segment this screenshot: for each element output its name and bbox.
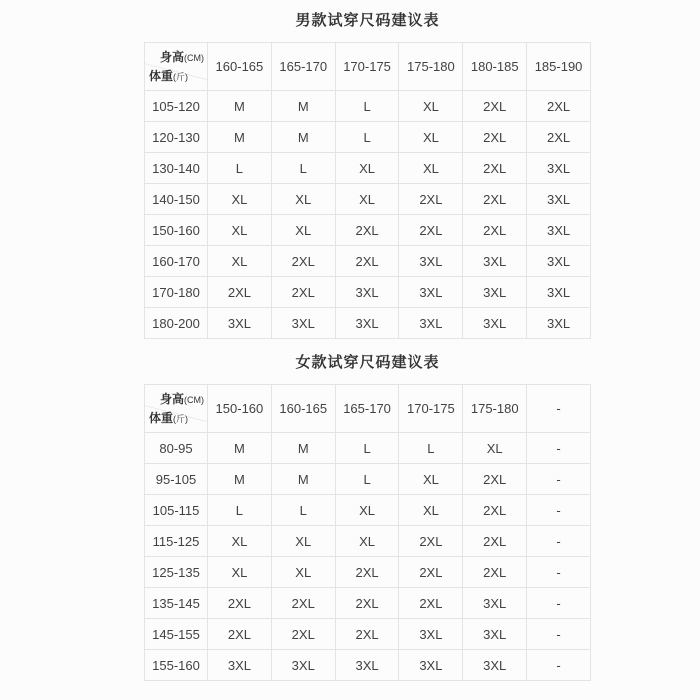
size-cell: 3XL — [271, 650, 335, 681]
size-cell: 3XL — [399, 277, 463, 308]
size-cell: M — [208, 91, 272, 122]
size-cell: 2XL — [463, 91, 527, 122]
size-cell: XL — [271, 184, 335, 215]
height-label-text: 身高 — [159, 392, 184, 406]
size-cell: XL — [399, 122, 463, 153]
size-cell: 2XL — [208, 588, 272, 619]
weight-label-text: 体重 — [149, 69, 174, 83]
size-cell: 2XL — [271, 619, 335, 650]
size-cell: 3XL — [335, 308, 399, 339]
size-cell: 2XL — [208, 619, 272, 650]
size-cell: 3XL — [399, 650, 463, 681]
size-cell: XL — [271, 215, 335, 246]
weight-range-cell: 130-140 — [145, 153, 208, 184]
size-cell: L — [335, 433, 399, 464]
size-cell: - — [527, 495, 591, 526]
size-cell: L — [335, 122, 399, 153]
size-cell: L — [399, 433, 463, 464]
size-cell: 2XL — [463, 184, 527, 215]
table-row — [145, 215, 591, 246]
size-cell: XL — [271, 526, 335, 557]
men-corner-cell — [145, 43, 208, 91]
size-cell: L — [208, 153, 272, 184]
height-range-header: - — [527, 385, 591, 433]
height-range-header: 160-165 — [271, 385, 335, 433]
header-row — [145, 385, 591, 433]
header-row — [145, 43, 591, 91]
size-cell: 2XL — [463, 495, 527, 526]
weight-range-cell: 95-105 — [145, 464, 208, 495]
size-cell: 3XL — [399, 308, 463, 339]
size-cell: 2XL — [335, 557, 399, 588]
table-row — [145, 277, 591, 308]
size-cell: XL — [208, 557, 272, 588]
size-cell: XL — [399, 464, 463, 495]
weight-range-cell: 105-120 — [145, 91, 208, 122]
weight-range-cell: 150-160 — [145, 215, 208, 246]
size-cell: 2XL — [527, 91, 591, 122]
women-table-title: 女款试穿尺码建议表 — [295, 354, 440, 371]
height-unit-text: (CM) — [184, 395, 204, 405]
height-unit-text: (CM) — [184, 53, 204, 63]
size-cell: 2XL — [463, 526, 527, 557]
table-row — [145, 122, 591, 153]
size-cell: - — [527, 433, 591, 464]
size-cell: L — [271, 153, 335, 184]
size-cell: XL — [208, 246, 272, 277]
size-cell: 3XL — [463, 650, 527, 681]
size-cell: M — [208, 464, 272, 495]
size-cell: 2XL — [208, 277, 272, 308]
weight-range-cell: 80-95 — [145, 433, 208, 464]
men-size-table — [144, 42, 591, 339]
table-row — [145, 495, 591, 526]
size-cell: 2XL — [271, 246, 335, 277]
size-cell: XL — [399, 153, 463, 184]
size-cell: - — [527, 650, 591, 681]
size-cell: 2XL — [271, 277, 335, 308]
size-cell: 2XL — [527, 122, 591, 153]
table-row — [145, 91, 591, 122]
weight-range-cell: 160-170 — [145, 246, 208, 277]
table-row — [145, 619, 591, 650]
weight-range-cell: 105-115 — [145, 495, 208, 526]
size-cell: M — [271, 433, 335, 464]
weight-range-cell: 155-160 — [145, 650, 208, 681]
size-cell: 2XL — [399, 588, 463, 619]
height-range-header: 180-185 — [463, 43, 527, 91]
size-cell: 3XL — [463, 246, 527, 277]
women-corner-cell — [145, 385, 208, 433]
size-cell: 3XL — [463, 619, 527, 650]
size-cell: - — [527, 464, 591, 495]
size-cell: 3XL — [208, 308, 272, 339]
size-cell: 3XL — [399, 246, 463, 277]
size-cell: XL — [335, 495, 399, 526]
size-cell: 3XL — [335, 277, 399, 308]
height-label-text: 身高 — [159, 50, 184, 64]
size-cell: 2XL — [271, 588, 335, 619]
table-row — [145, 464, 591, 495]
height-range-header: 185-190 — [527, 43, 591, 91]
size-cell: M — [271, 122, 335, 153]
size-cell: XL — [335, 184, 399, 215]
weight-range-cell: 115-125 — [145, 526, 208, 557]
size-cell: - — [527, 557, 591, 588]
weight-axis-label — [149, 67, 188, 84]
height-range-header: 165-170 — [335, 385, 399, 433]
height-axis-label — [160, 390, 204, 407]
table-row — [145, 153, 591, 184]
height-range-header: 160-165 — [208, 43, 272, 91]
size-cell: 2XL — [463, 464, 527, 495]
size-cell: 2XL — [399, 526, 463, 557]
men-table-header — [145, 43, 591, 91]
size-cell: 3XL — [527, 308, 591, 339]
size-cell: 2XL — [335, 215, 399, 246]
table-row — [145, 588, 591, 619]
size-cell: XL — [399, 495, 463, 526]
size-cell: L — [335, 91, 399, 122]
height-axis-label — [160, 48, 204, 65]
weight-range-cell: 170-180 — [145, 277, 208, 308]
table-row — [145, 246, 591, 277]
size-cell: 3XL — [527, 277, 591, 308]
size-cell: M — [208, 433, 272, 464]
size-cell: 3XL — [463, 588, 527, 619]
size-cell: 3XL — [271, 308, 335, 339]
size-cell: 3XL — [527, 153, 591, 184]
size-cell: 3XL — [463, 308, 527, 339]
height-range-header: 165-170 — [271, 43, 335, 91]
table-row — [145, 557, 591, 588]
weight-range-cell: 145-155 — [145, 619, 208, 650]
size-cell: XL — [399, 91, 463, 122]
size-cell: 3XL — [208, 650, 272, 681]
size-cell: XL — [208, 215, 272, 246]
table-row — [145, 433, 591, 464]
weight-unit-text: (斤) — [173, 414, 189, 424]
women-table-header — [145, 385, 591, 433]
weight-range-cell: 125-135 — [145, 557, 208, 588]
table-row — [145, 650, 591, 681]
size-cell: M — [271, 91, 335, 122]
table-row — [145, 184, 591, 215]
weight-range-cell: 140-150 — [145, 184, 208, 215]
size-cell: 2XL — [399, 184, 463, 215]
height-range-header: 150-160 — [208, 385, 272, 433]
size-cell: 3XL — [527, 184, 591, 215]
size-cell: 2XL — [399, 557, 463, 588]
size-cell: 2XL — [463, 557, 527, 588]
size-cell: M — [208, 122, 272, 153]
size-cell: - — [527, 526, 591, 557]
size-cell: 3XL — [527, 246, 591, 277]
size-cell: - — [527, 588, 591, 619]
size-cell: XL — [463, 433, 527, 464]
size-cell: XL — [208, 526, 272, 557]
weight-range-cell: 120-130 — [145, 122, 208, 153]
weight-unit-text: (斤) — [173, 72, 189, 82]
men-table-title: 男款试穿尺码建议表 — [295, 12, 440, 29]
height-range-header: 170-175 — [335, 43, 399, 91]
women-table-body — [145, 433, 591, 681]
size-cell: 3XL — [335, 650, 399, 681]
height-range-header: 175-180 — [399, 43, 463, 91]
women-size-table — [144, 384, 591, 681]
table-row — [145, 308, 591, 339]
men-table-body — [145, 91, 591, 339]
size-cell: XL — [335, 153, 399, 184]
size-cell: 2XL — [463, 153, 527, 184]
size-cell: L — [271, 495, 335, 526]
weight-range-cell: 180-200 — [145, 308, 208, 339]
size-cell: 2XL — [335, 619, 399, 650]
weight-axis-label — [149, 409, 188, 426]
weight-label-text: 体重 — [149, 411, 174, 425]
size-cell: L — [335, 464, 399, 495]
height-range-header: 175-180 — [463, 385, 527, 433]
size-cell: 3XL — [399, 619, 463, 650]
size-cell: XL — [335, 526, 399, 557]
size-cell: - — [527, 619, 591, 650]
table-row — [145, 526, 591, 557]
size-cell: L — [208, 495, 272, 526]
size-cell: 2XL — [399, 215, 463, 246]
weight-range-cell: 135-145 — [145, 588, 208, 619]
size-cell: 2XL — [335, 246, 399, 277]
size-cell: 2XL — [463, 122, 527, 153]
size-cell: 3XL — [463, 277, 527, 308]
size-cell: 3XL — [527, 215, 591, 246]
size-cell: M — [271, 464, 335, 495]
size-cell: XL — [271, 557, 335, 588]
size-cell: 2XL — [335, 588, 399, 619]
size-cell: 2XL — [463, 215, 527, 246]
women-size-section — [144, 352, 591, 681]
size-cell: XL — [208, 184, 272, 215]
height-range-header: 170-175 — [399, 385, 463, 433]
men-size-section — [144, 10, 591, 339]
